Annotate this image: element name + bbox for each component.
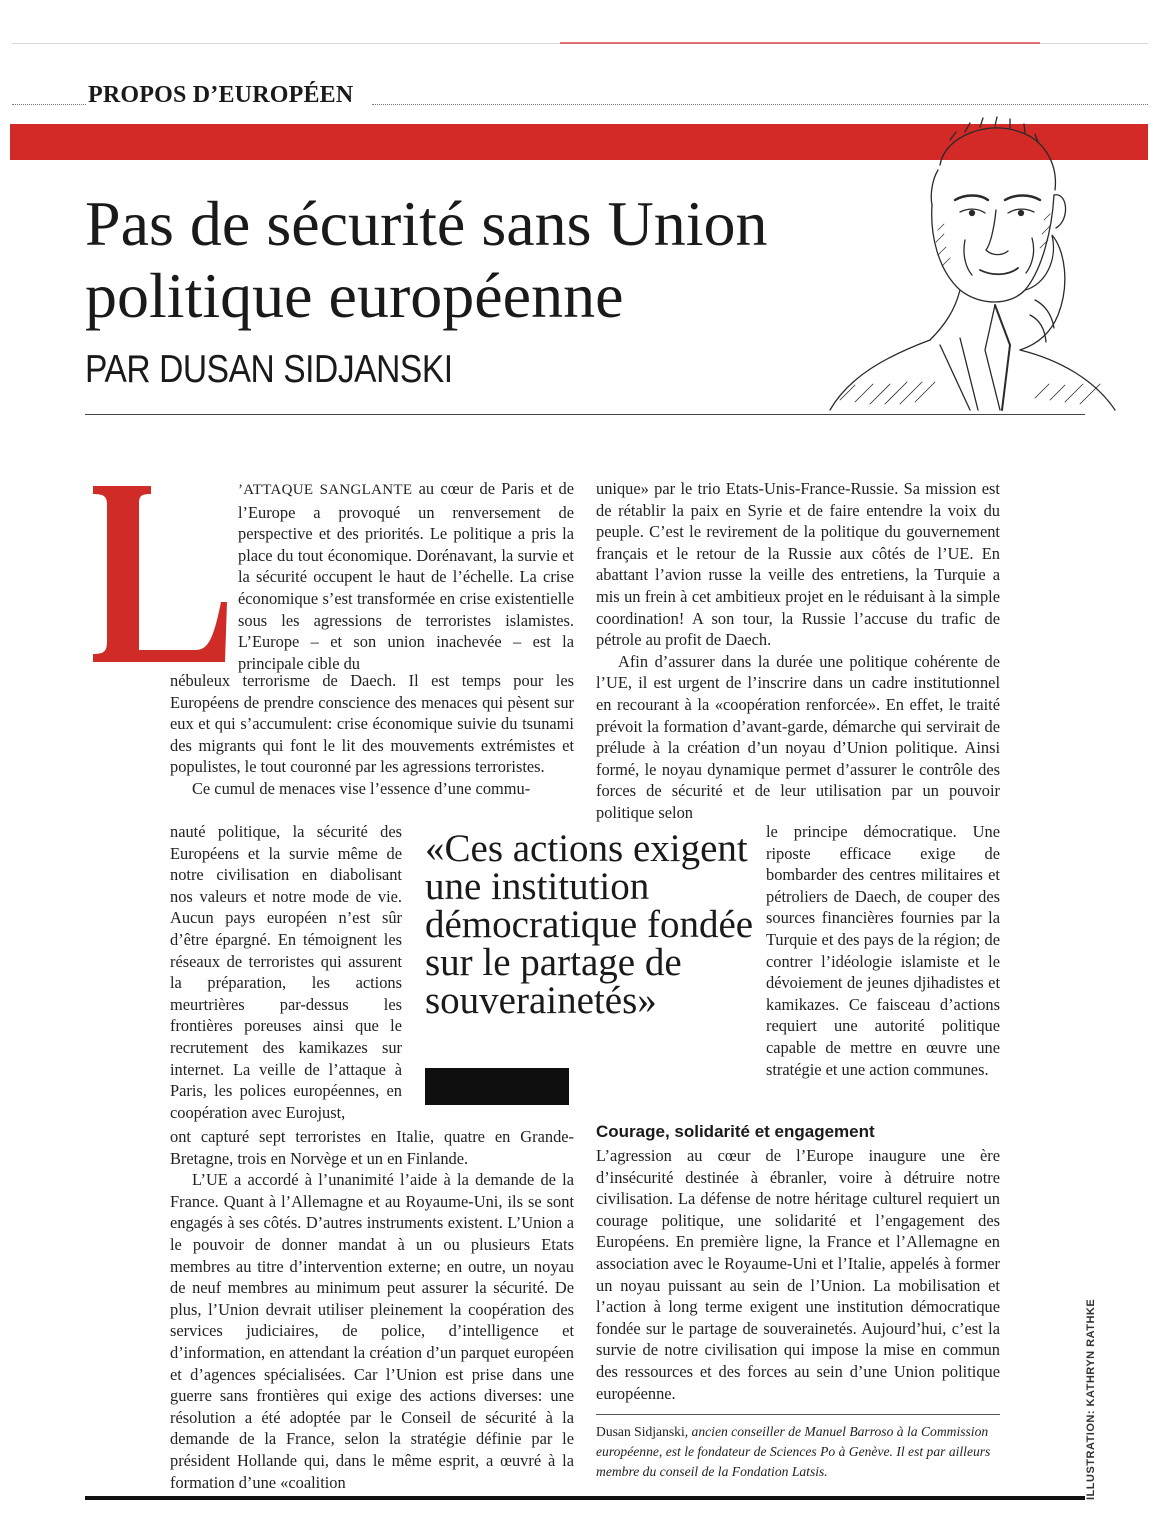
author-bio bbox=[596, 1422, 1000, 1482]
pull-quote: «Ces actions exigent une institution démocratique fondée sur le partage de souverainetés» bbox=[425, 827, 754, 1022]
section-title: PROPOS D’EUROPÉEN bbox=[88, 82, 354, 108]
paragraph-2-narrow bbox=[170, 821, 402, 1123]
column-2-narrow bbox=[766, 821, 1000, 1080]
body-text: nauté politique, la sécurité des Européens et la survie même de notre civilisation en diabolisant nos valeurs et notre mode de vie. Aucun pays européen n’est sûr d’être épargné. En témoignent les réseaux de terroristes qui assurent la préparation, les actions meurtrières par-dessus les frontières poreuses ainsi que le recrutement des kamikazes sur internet. La veille de l’attaque à Paris, les polices européennes, en coopération avec Eurojust, bbox=[170, 822, 402, 1122]
section-dotted-rule-left bbox=[12, 104, 86, 105]
redaction-box bbox=[425, 1068, 569, 1105]
body-text: Afin d’assurer dans la durée une politique cohérente de l’UE, il est urgent de l’inscrire dans un cadre institutionnel en recourant à la «coopération renforcée». En effet, le traité prévoit la formation d’avant-garde, démarche qui servirait de prélude à la création d’un noyau d’Union politique. Ainsi formé, le noyau dynamique permet d’assurer le contrôle des forces de sécurité et de leur utilisation par un pouvoir politique selon bbox=[596, 651, 1000, 822]
column-2-upper bbox=[596, 478, 1000, 824]
section-dotted-rule-right bbox=[372, 104, 1148, 105]
body-text: unique» par le trio Etats-Unis-France-Russie. Sa mission est de rétablir la paix en Syrie et de faire entendre la voix du peuple. C’est le revirement de la politique du gouvernement français et le retour de la Russie aux côtés de l’UE. En abattant l’avion russe la veille des entretiens, la Turquie a mis un frein à cet ambitieux projet en le réduisant à la simple coordination! A son tour, la Russie l’accuse du trafic de pétrole au profit de Daech. bbox=[596, 479, 1000, 650]
top-accent-line bbox=[560, 42, 1040, 44]
paragraph-1: au cœur de Paris et de l’Europe a provoqué un renversement de perspective et des priorités. Le politique a pris la place du tout économique. Dorénavant, la survie et la sécurité occupent le haut de l’échelle. La crise économique s’est transformée en crise existentielle sous les agressions de terroristes islamistes. L’Europe – et son union inachevée – est la principale cible du bbox=[238, 479, 574, 673]
paragraph-1-continued bbox=[170, 670, 574, 800]
author-portrait-illustration bbox=[820, 110, 1120, 415]
bio-rule bbox=[596, 1414, 1000, 1415]
drop-cap-letter bbox=[85, 482, 237, 665]
body-text: ont capturé sept terroristes en Italie, quatre en Grande-Bretagne, trois en Norvège et un en Finlande. bbox=[170, 1127, 574, 1168]
illustration-credit: ILLUSTRATION: KATHRYN RATHKE bbox=[1085, 1298, 1097, 1500]
byline: PAR DUSAN SIDJANSKI bbox=[85, 348, 453, 391]
headline: Pas de sécurité sans Union politique européenne bbox=[85, 188, 768, 331]
article-opening bbox=[238, 478, 574, 674]
column-2-lower bbox=[596, 1145, 1000, 1404]
subheading: Courage, solidarité et engagement bbox=[596, 1122, 875, 1141]
bio-text: ancien conseiller de Manuel Barroso à la Commission européenne, est le fondateur de Sciences Po à Genève. Il est par ailleurs membre du conseil de la Fondation Latsis. bbox=[596, 1424, 991, 1479]
body-text: L’agression au cœur de l’Europe inaugure une ère d’insécurité destinée à ébranler, voire à détruire notre civilisation. La défense de notre héritage culturel requiert un courage politique, une solidarité et l’engagement des Européens. En première ligne, la France et l’Allemagne en association avec le Royaume-Uni et l’Italie, appelés à former un noyau puissant au sein de l’Union. La mobilisation et l’action à long terme exigent une institution démocratique fondée sur le partage de souverainetés. Aujourd’hui, c’est la survie de notre civilisation qui impose la mise en commun des ressources et des forces au sein d’une Union politique européenne. bbox=[596, 1146, 1000, 1403]
body-text: le principe démocratique. Une riposte efficace exige de bombarder des centres militaires et pétroliers de Daech, de couper des sources financières fournies par la Turquie et des pays de la région; de contrer l’idéologie islamiste et le dévoiement de jeunes djihadistes et kamikazes. Ce faisceau d’actions requiert une autorité politique capable de mettre en œuvre une stratégie et une action communes. bbox=[766, 822, 1000, 1079]
bio-name: Dusan Sidjanski, bbox=[596, 1424, 689, 1439]
body-text: nébuleux terrorisme de Daech. Il est temps pour les Européens de prendre conscience des menaces qui pèsent sur eux et qui s’accumulent: crise économique suivie du tsunami des migrants qui font le lit des mouvements extrémistes et populistes, le tout couronné par les agressions terroristes. bbox=[170, 671, 574, 777]
lead-in-smallcaps: ’ATTAQUE SANGLANTE bbox=[238, 482, 413, 498]
column-1-lower bbox=[170, 1126, 574, 1493]
body-text: L’UE a accordé à l’unanimité l’aide à la demande de la France. Quant à l’Allemagne et au Royaume-Uni, ils se sont engagés à ses côtés. D’autres instruments existent. L’Union a le pouvoir de donner mandat à un ou plusieurs Etats membres au titre d’intervention externe; en outre, un noyau de neuf membres au minimum peut assurer la sécurité. De plus, l’Union devrait utiliser pleinement la coopération des services judiciaires, de police, d’intelligence et d’information, en attendant la création d’un parquet européen et d’agences spécialisées. Car l’Union est prise dans une guerre sans frontières qui exige des actions diverses: une résolution a été adoptée par le Conseil de sécurité à la demande de la France, selon la stratégie définie par le président Hollande qui, dans le même esprit, a œuvré à la formation d’une «coalition bbox=[170, 1170, 574, 1492]
bottom-rule bbox=[85, 1496, 1085, 1500]
body-text: Ce cumul de menaces vise l’essence d’une commu- bbox=[192, 778, 531, 798]
